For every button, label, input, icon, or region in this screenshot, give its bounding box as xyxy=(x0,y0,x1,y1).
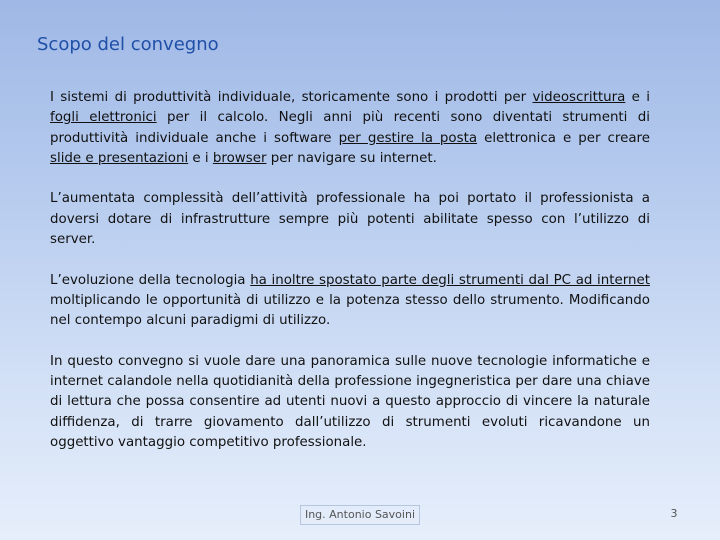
paragraph-conference xyxy=(50,352,650,453)
text-segment: L’evoluzione della tecnologia xyxy=(50,272,251,288)
paragraph-evolution xyxy=(50,271,650,332)
footer-author: Ing. Antonio Savoini xyxy=(300,505,420,525)
text-segment: In questo convegno si vuole dare una panoramica sulle nuove tecnologie informatiche e internet calandole nella quotidianità della professione ingegneristica per dare una chiave di lettura che possa consentire ad utenti nuovi a questo approccio di vincere la naturale diffidenza, di trarre giovamento dall’utilizzo di strumenti evoluti ricavandone un oggettivo vantaggio competitivo professionale. xyxy=(50,353,650,451)
paragraph-productivity xyxy=(50,88,650,169)
text-segment: per il calcolo. Negli anni più recenti sono diventati strumenti di produttività individuale anche i software xyxy=(50,110,651,146)
underlined-fogli-elettronici: fogli elettronici xyxy=(50,110,157,126)
page-number: 3 xyxy=(670,507,678,520)
text-segment: L’aumentata complessità dell’attività professionale ha poi portato il professionista a doversi dotare di infrastrutture sempre più potenti abilitate spesso con l’utilizzo di server. xyxy=(50,191,650,248)
text-segment: e i xyxy=(625,90,650,105)
text-segment: per navigare su internet. xyxy=(266,150,437,166)
underlined-videoscrittura: videoscrittura xyxy=(532,90,626,105)
text-segment: moltiplicando le opportunità di utilizzo e la potenza stesso dello strumento. Modificando nel contempo alcuni paradigmi di utilizzo. xyxy=(50,292,650,329)
underlined-browser: browser xyxy=(212,150,267,166)
text-segment: elettronica e per creare xyxy=(477,130,650,146)
text-segment: e i xyxy=(188,150,213,166)
underlined-slide: slide e presentazioni xyxy=(50,150,189,166)
slide-body xyxy=(50,88,650,453)
slide-title: Scopo del convegno xyxy=(37,34,219,55)
text-segment: I sistemi di produttività individuale, storicamente sono i prodotti per xyxy=(50,90,533,105)
paragraph-complexity xyxy=(50,189,650,250)
underlined-posta: per gestire la posta xyxy=(338,130,478,146)
underlined-pc-internet: ha inoltre spostato parte degli strumenti dal PC ad internet xyxy=(250,272,650,288)
